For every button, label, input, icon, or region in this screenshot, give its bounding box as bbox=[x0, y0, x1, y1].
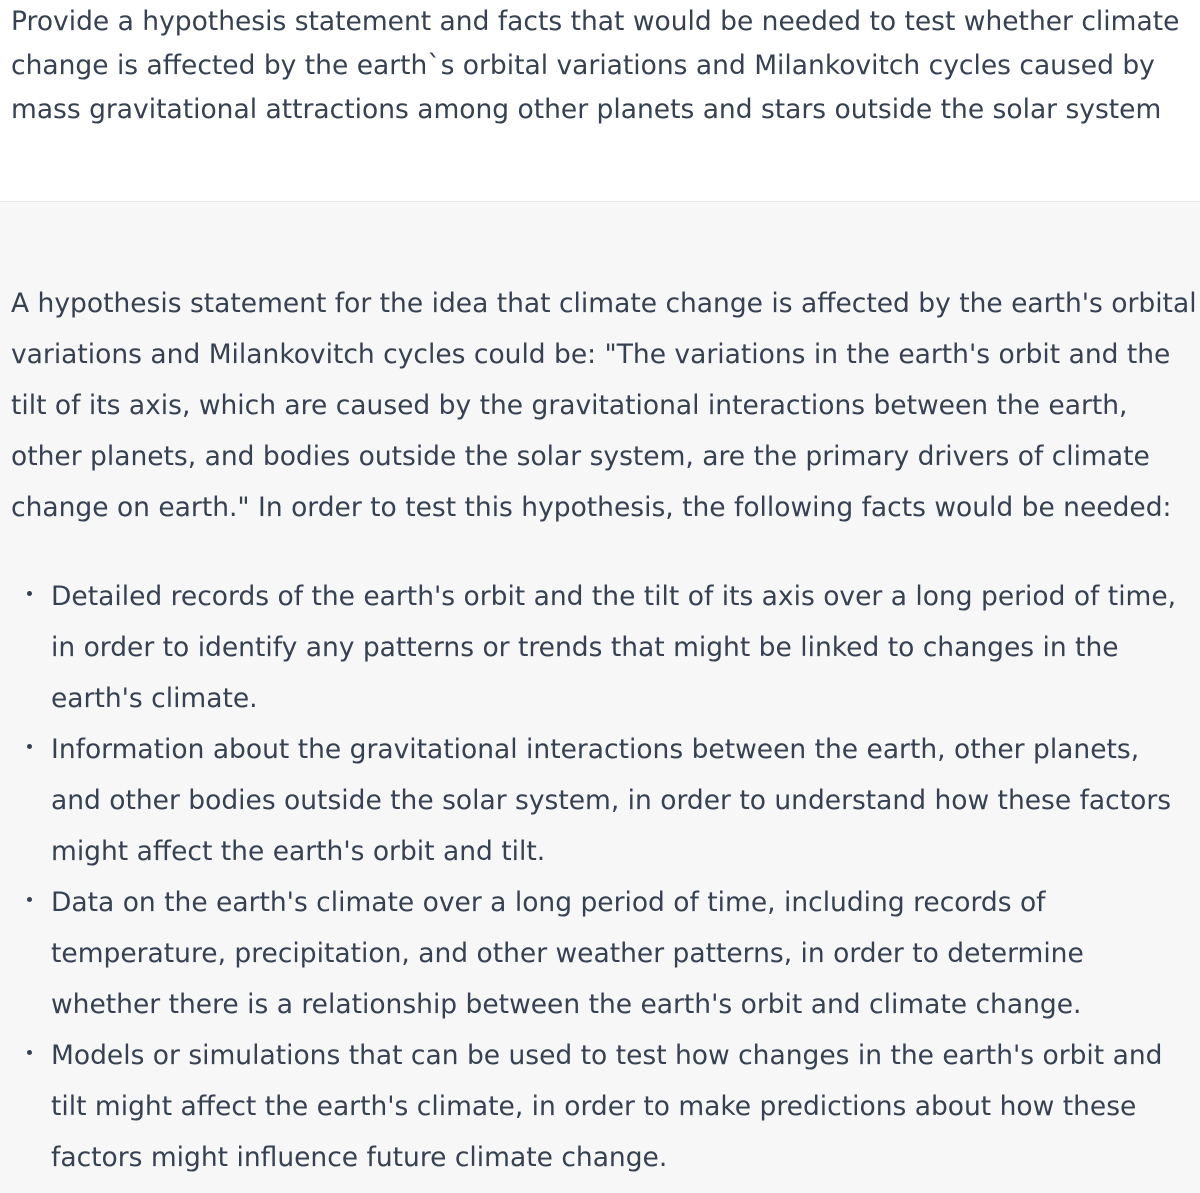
list-item-text: Data on the earth's climate over a long period of time, including records of temperature, precipitation, and other weather patterns, in order to determine whether there is a relationship between the earth's orbit and climate change. bbox=[51, 887, 1084, 1020]
list-item bbox=[0, 571, 1200, 724]
list-item bbox=[0, 877, 1200, 1030]
bullet-icon bbox=[27, 591, 32, 596]
facts-list bbox=[0, 571, 1200, 1183]
bullet-icon bbox=[27, 744, 32, 749]
user-message-text: Provide a hypothesis statement and facts that would be needed to test whether climate change is affected by the earth`s orbital variations and Milankovitch cycles caused by mass gravitational attractions among other planets and stars outside the solar system bbox=[11, 6, 1180, 125]
assistant-message bbox=[0, 203, 1200, 1193]
list-item bbox=[0, 724, 1200, 877]
list-item bbox=[0, 1030, 1200, 1183]
assistant-intro-text: A hypothesis statement for the idea that climate change is affected by the earth's orbital variations and Milankovitch cycles could be: "The variations in the earth's orbit and the tilt of its axis, which are caused by the gravitational interactions between the earth, other planets, and bodies outside the solar system, are the primary drivers of climate change on earth." In order to test this hypothesis, the following facts would be needed: bbox=[11, 288, 1197, 523]
list-item-text: Detailed records of the earth's orbit and the tilt of its axis over a long period of time, in order to identify any patterns or trends that might be linked to changes in the earth's climate. bbox=[51, 581, 1177, 714]
list-item-text: Information about the gravitational interactions between the earth, other planets, and other bodies outside the solar system, in order to understand how these factors might affect the earth's orbit and tilt. bbox=[51, 734, 1172, 867]
bullet-icon bbox=[27, 897, 32, 902]
user-message bbox=[0, 0, 1200, 202]
bullet-icon bbox=[27, 1050, 32, 1055]
list-item-text: Models or simulations that can be used to test how changes in the earth's orbit and tilt might affect the earth's climate, in order to make predictions about how these factors might influence future climate change. bbox=[51, 1040, 1163, 1173]
